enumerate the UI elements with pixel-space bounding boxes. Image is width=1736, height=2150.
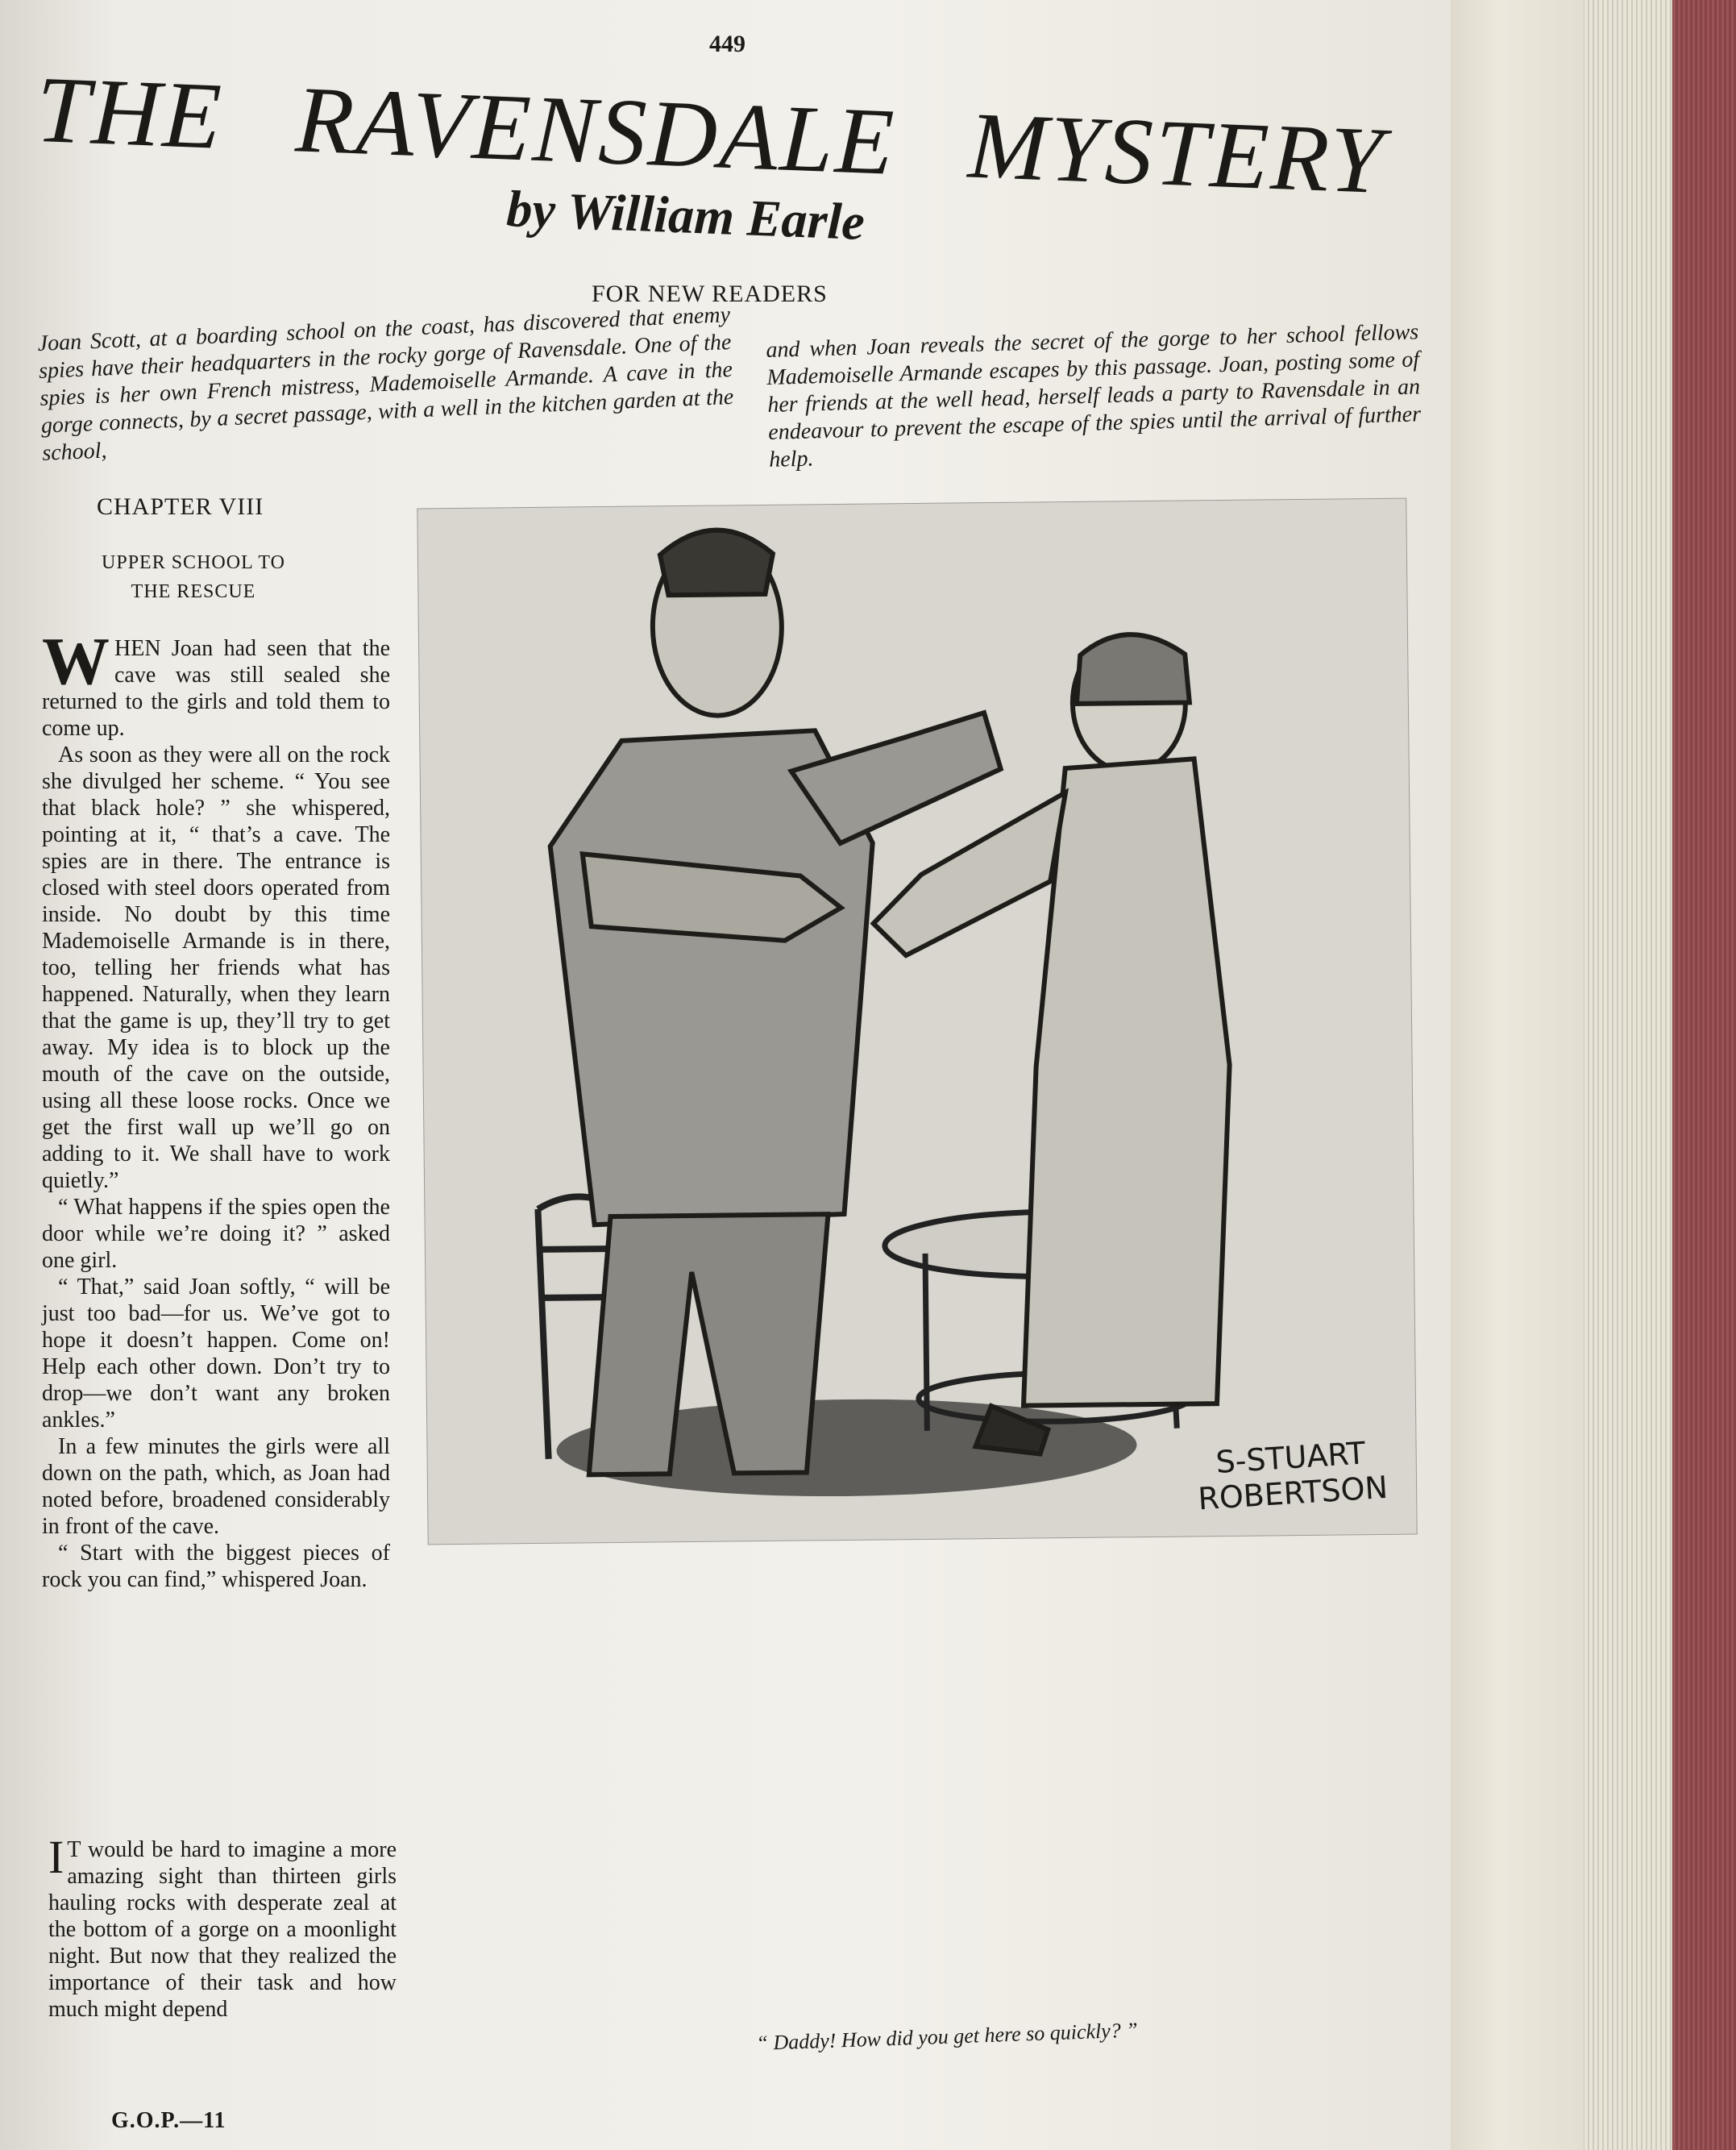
for-new-readers-heading: FOR NEW READERS (592, 281, 828, 307)
byline: by William Earle (505, 179, 866, 252)
page-number: 449 (709, 31, 745, 57)
chapter-subheading: UPPER SCHOOL TO THE RESCUE (102, 552, 285, 602)
synopsis-left: Joan Scott, at a boarding school on the coast, has discovered that enemy spies have their headquarters in the rocky gorge of Ravensdale. One of the spies is her own French mistress, Mademoiselle Armande. A cave in the gorge connects, by a secret passage, with a well in the kitchen garden at the school, (37, 301, 734, 466)
drop-cap: I (48, 1831, 64, 1883)
title-word: RAVENSDALE (293, 66, 899, 195)
signature-line: S-STUART (1215, 1435, 1367, 1480)
story-illustration (417, 498, 1417, 1545)
chapter-heading: CHAPTER VIII (97, 493, 264, 520)
body-paragraph: “ That,” said Joan softly, “ will be just too bad—for us. We’ve got to hope it doesn’t happen. Come on! Help each other down. Don’t try to drop—we don’t want any broken ankles.” (42, 1275, 390, 1433)
body-paragraph: HEN Joan had seen that the cave was still sealed she returned to the girls and told them to come up. (42, 636, 390, 741)
body-paragraph: “ Start with the biggest pieces of rock you can find,” whispered Joan. (42, 1541, 390, 1592)
illustration-drawing (417, 499, 1416, 1545)
synopsis-right: and when Joan reveals the secret of the gorge to her school fellows Mademoiselle Armande escapes by this passage. Joan, posting some of her friends at the well head, herself leads a party to Ravensdale in an endeavour to prevent the escape of the spies until the arrival of further help. (766, 319, 1422, 472)
body-column (42, 624, 390, 1593)
page-edges (1580, 0, 1672, 2150)
title-word: MYSTERY (966, 92, 1387, 214)
title-word: THE (34, 56, 226, 169)
body-paragraph: T would be hard to imagine a more amazing sight than thirteen girls hauling rocks with desperate zeal at the bottom of a gorge on a moonlight night. But now that they realized the importance of their task and how much might depend (48, 1837, 397, 2022)
signature-line: ROBERTSON (1197, 1469, 1389, 1517)
facing-page-edge (1443, 0, 1584, 2150)
book-cover-edge (1668, 0, 1736, 2150)
body-paragraph: “ What happens if the spies open the door while we’re doing it? ” asked one girl. (42, 1195, 390, 1273)
body-column-section2 (48, 1831, 397, 2023)
drop-cap: W (42, 624, 110, 699)
body-paragraph: In a few minutes the girls were all down on the path, which, as Joan had noted before, broadened considerably in front of the cave. (42, 1434, 390, 1539)
body-paragraph: As soon as they were all on the rock she divulged her scheme. “ You see that black hole? ” she whispered, pointing at it, “ that’s a cave. The spies are in there. The entrance is closed with steel doors operated from inside. No doubt by this time Mademoiselle Armande is in there, too, telling her friends what has happened. Naturally, when they learn that the game is up, they’ll try to get away. My idea is to block up the mouth of the cave on the outside, using all these loose rocks. Once we get the first wall up we’ll go on adding to it. We shall have to work quietly.” (42, 742, 390, 1193)
page-footer: G.O.P.—11 (111, 2108, 226, 2133)
artist-signature (1195, 1434, 1389, 1517)
caption: “ Daddy! How did you get here so quickly? ” (756, 2018, 1139, 2055)
